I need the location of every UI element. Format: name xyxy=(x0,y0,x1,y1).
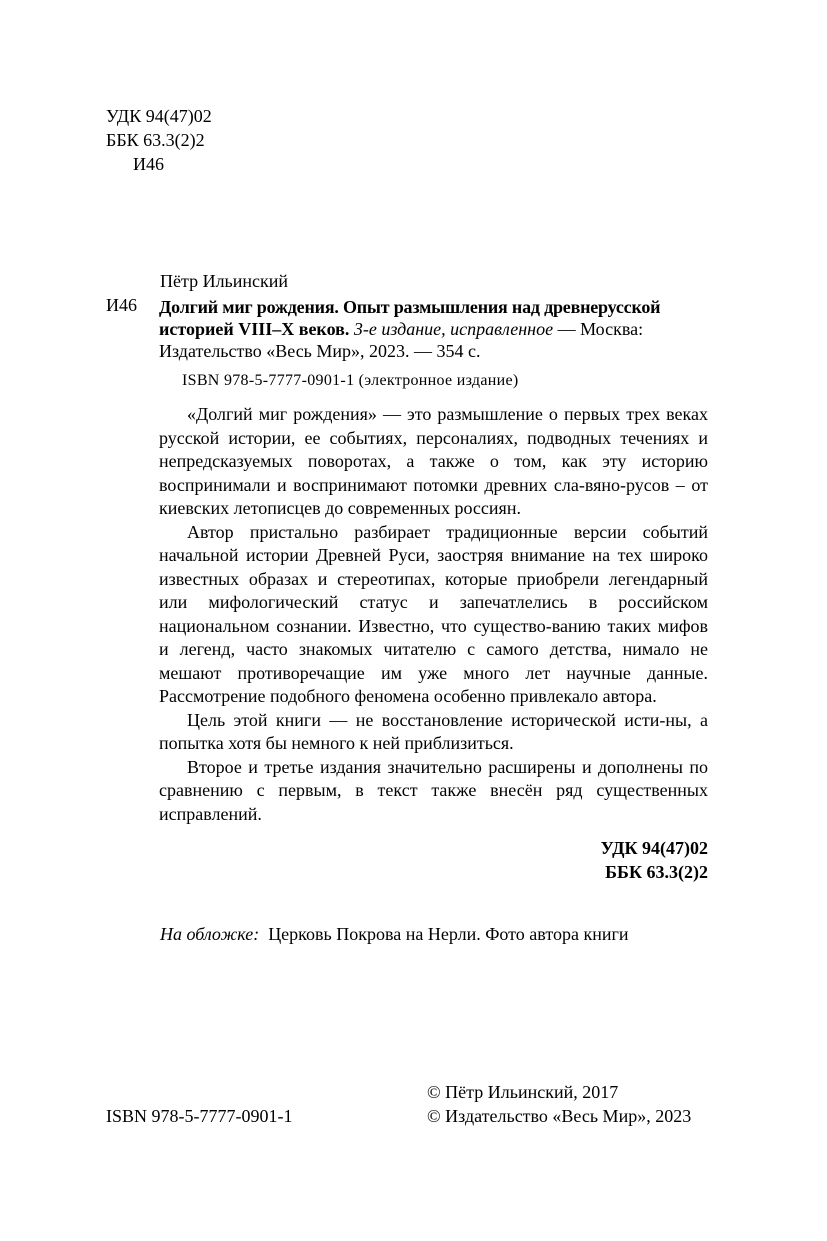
edition-note: 3-е издание, исправленное xyxy=(353,319,554,339)
record-mark: И46 xyxy=(106,295,137,315)
bbk-code: ББК 63.3(2)2 xyxy=(106,130,205,150)
udk-code: УДК 94(47)02 xyxy=(106,106,212,126)
title-line-1: Долгий миг рождения. Опыт размышления над древнерусской xyxy=(159,297,661,317)
cover-text: Церковь Покрова на Нерли. Фото автора книги xyxy=(259,924,629,944)
abstract xyxy=(159,403,708,826)
abstract-paragraph-1: «Долгий миг рождения» — это размышление о первых трех веках русской истории, ее событиях, персоналиях, подводных течениях и непредсказуемых поворотах, а также о том, как эту историю воспринимали и воспринимают потомки древних сла-вяно-русов – от киевских летописцев до современных россиян. xyxy=(159,404,708,518)
author-name: Пётр Ильинский xyxy=(160,271,289,291)
abstract-paragraph-2: Автор пристально разбирает традиционные версии событий начальной истории Древней Руси, заостряя внимание на тех широко известных образах и стереотипах, которые приобрели легендарный или мифологический статус и запечатлелись в российском национальном сознании. Известно, что существо-ванию таких мифов и легенд, часто знакомых читателю с самого детства, нимало не мешают противоречащие им уже много лет научные данные. Рассмотрение подобного феномена особенно привлекало автора. xyxy=(159,521,708,706)
copyright-author: © Пётр Ильинский, 2017 xyxy=(427,1082,619,1102)
copyright-publisher: © Издательство «Весь Мир», 2023 xyxy=(427,1106,692,1126)
title-line-3: Издательство «Весь Мир», 2023. — 354 с. xyxy=(159,341,481,361)
title-line-2 xyxy=(159,318,708,340)
place: — Москва: xyxy=(553,319,644,339)
abstract-paragraph-3: Цель этой книги — не восстановление исторической исти-ны, а попытка хотя бы немного к ней приблизиться. xyxy=(159,709,708,753)
cover-note xyxy=(160,923,629,945)
author-mark: И46 xyxy=(133,154,164,174)
cover-label: На обложке: xyxy=(160,924,260,944)
title-block xyxy=(159,296,708,362)
isbn-print: ISBN 978-5-7777-0901-1 xyxy=(106,1106,293,1126)
udk-code-bottom: УДК 94(47)02 xyxy=(600,838,708,858)
bbk-code-bottom: ББК 63.3(2)2 xyxy=(605,862,708,882)
isbn-electronic: ISBN 978-5-7777-0901-1 (электронное издание) xyxy=(182,372,519,389)
abstract-paragraph-4: Второе и третье издания значительно расширены и дополнены по сравнению с первым, в текст также внесён ряд существенных исправлений. xyxy=(159,756,708,824)
title-period: историей VIII–X веков. xyxy=(159,319,350,339)
